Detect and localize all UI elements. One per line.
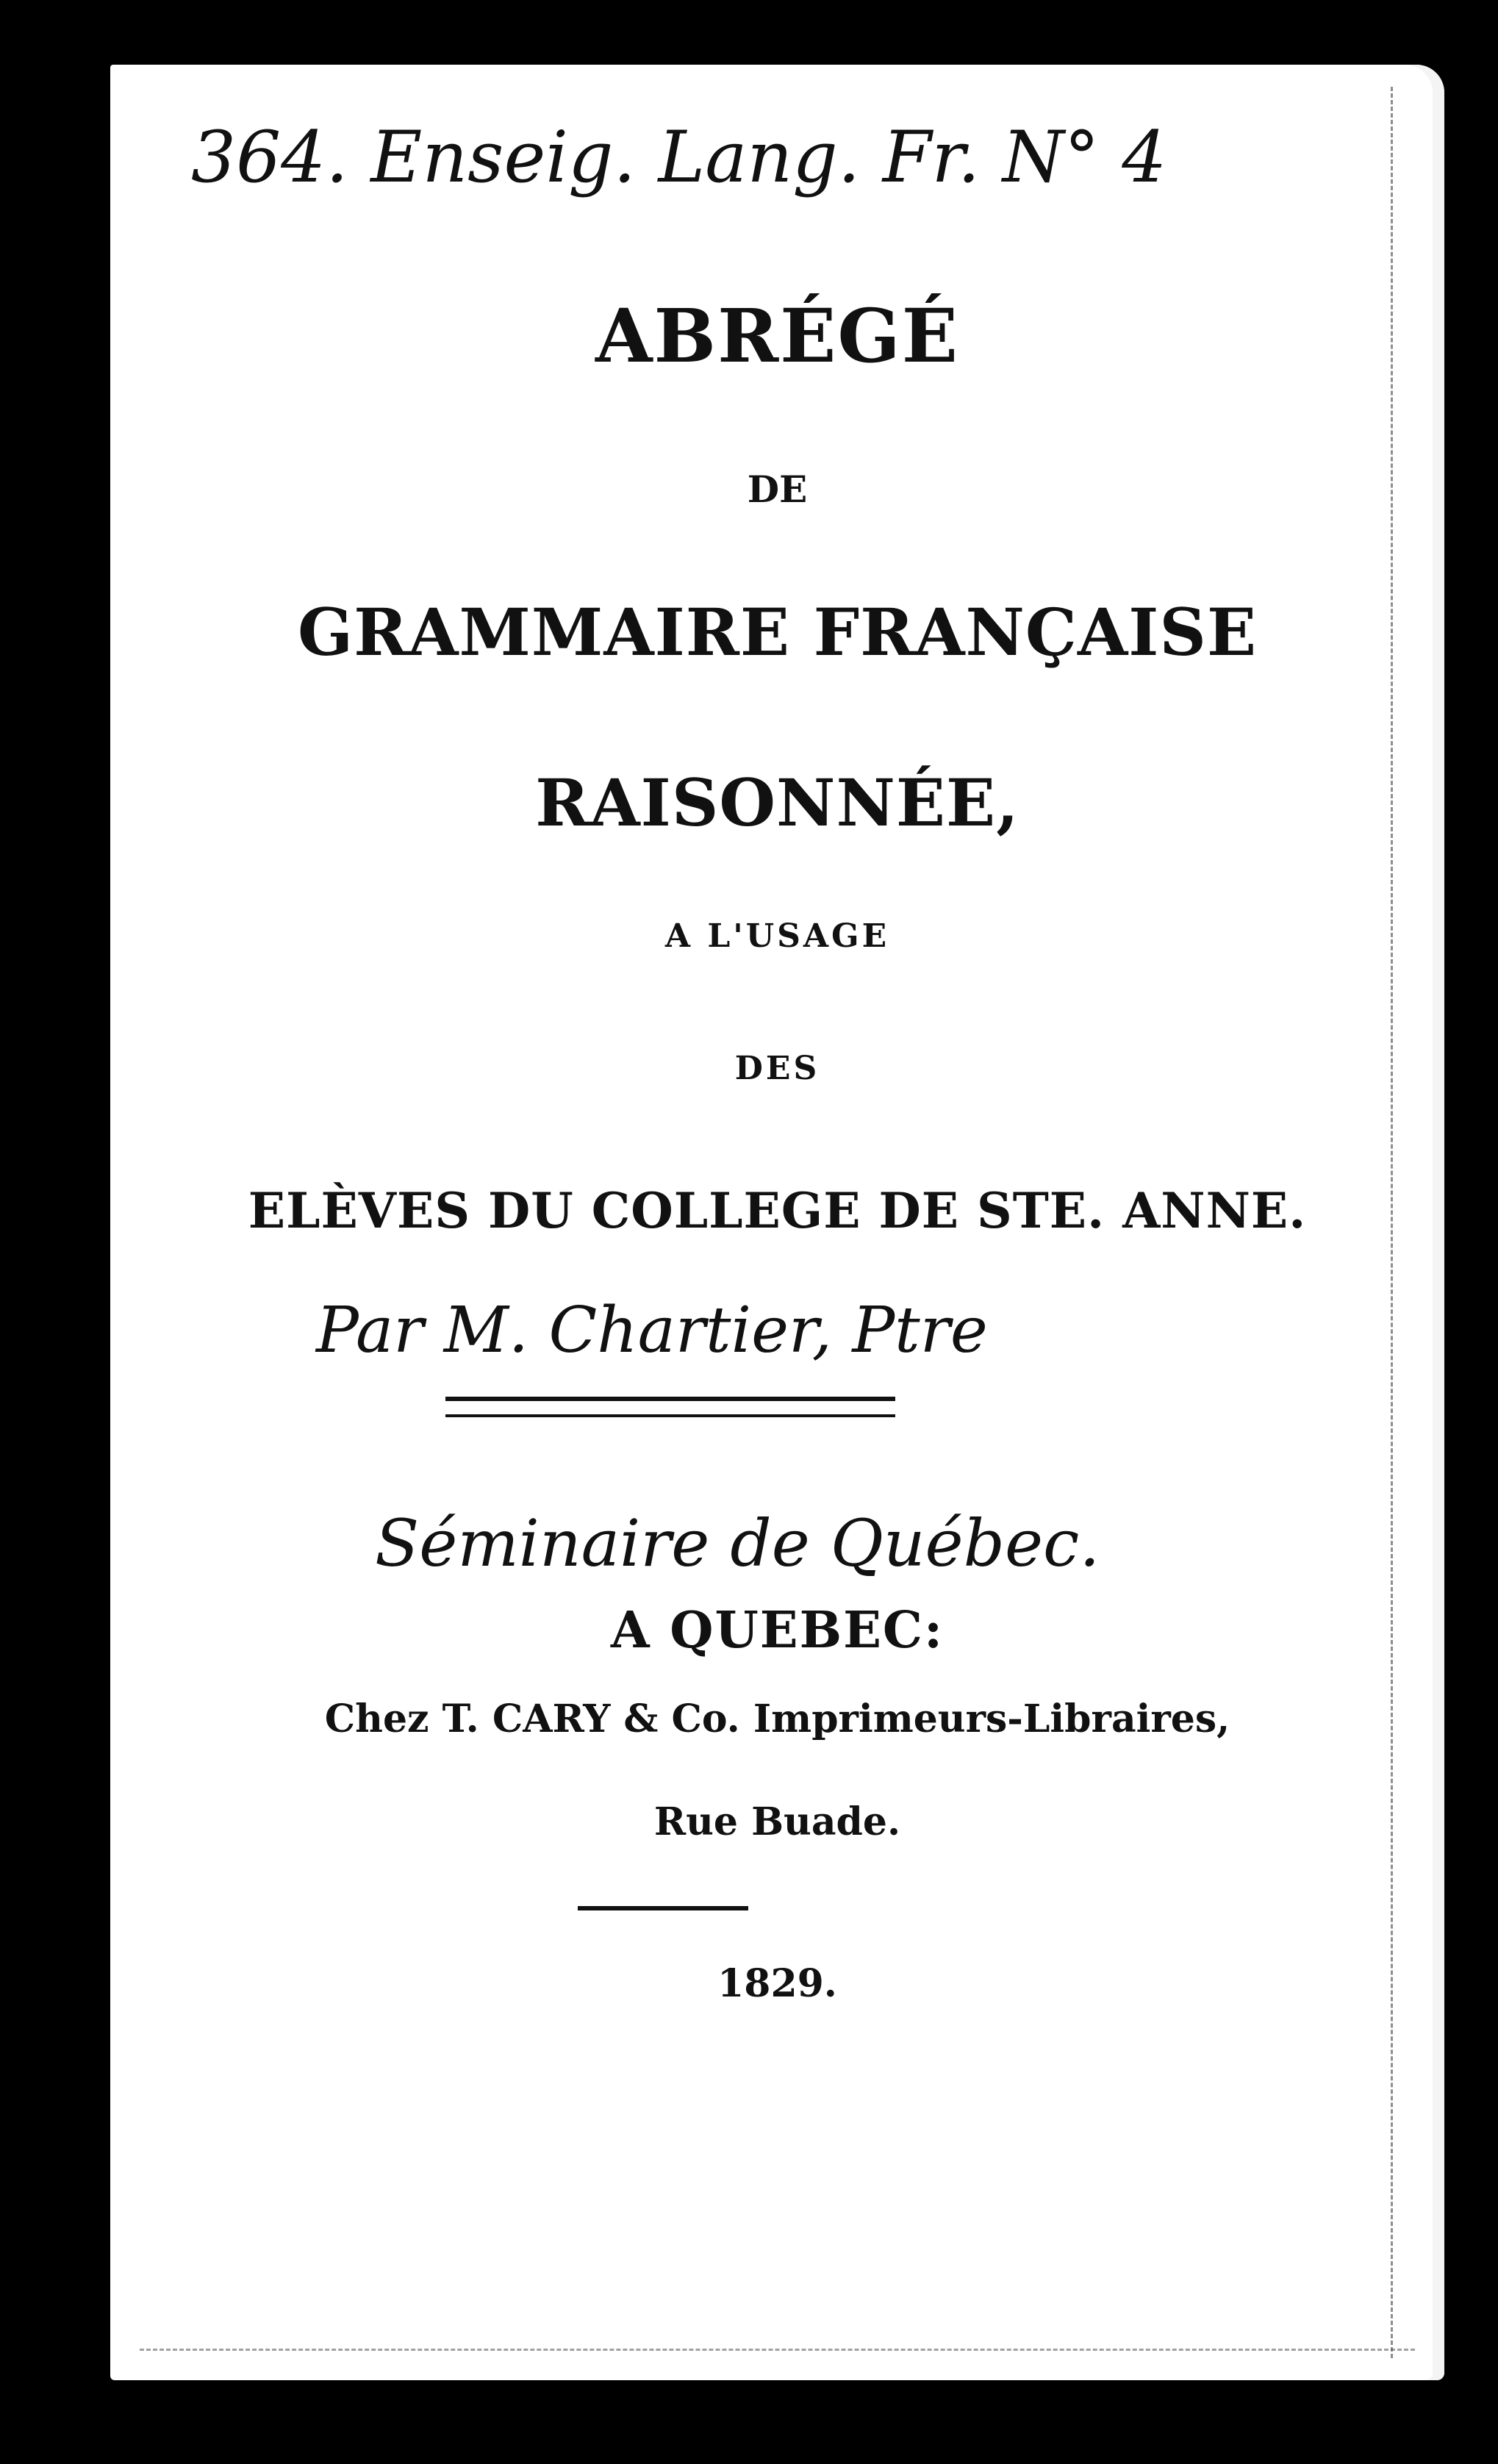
title-grammaire-francaise: GRAMMAIRE FRANÇAISE — [297, 594, 1258, 670]
imprint-year: 1829. — [717, 1961, 837, 2006]
title-eleves-college: ELÈVES DU COLLEGE DE STE. ANNE. — [248, 1182, 1307, 1239]
page-edge-bottom — [140, 2349, 1415, 2351]
handwritten-catalogue-note: 364. Enseig. Lang. Fr. N° 4 — [191, 116, 1167, 198]
imprint-street: Rue Buade. — [653, 1799, 901, 1844]
title-page — [110, 65, 1444, 2380]
title-de: DE — [747, 468, 808, 511]
title-abrege: ABRÉGÉ — [595, 293, 960, 379]
imprint-city: A QUEBEC: — [610, 1601, 945, 1660]
imprint-publisher: Chez T. CARY & Co. Imprimeurs-Libraires, — [324, 1697, 1230, 1741]
imprint-rule — [578, 1906, 748, 1910]
double-rule-top — [445, 1397, 895, 1401]
title-a-lusage: A L'USAGE — [664, 917, 890, 955]
handwritten-author-note: Par M. Chartier, Ptre — [316, 1294, 988, 1367]
title-des: DES — [734, 1050, 820, 1087]
handwritten-seminary-note: Séminaire de Québec. — [375, 1505, 1100, 1581]
double-rule-bottom — [445, 1414, 895, 1417]
title-raisonnee: RAISONNÉE, — [535, 764, 1019, 841]
